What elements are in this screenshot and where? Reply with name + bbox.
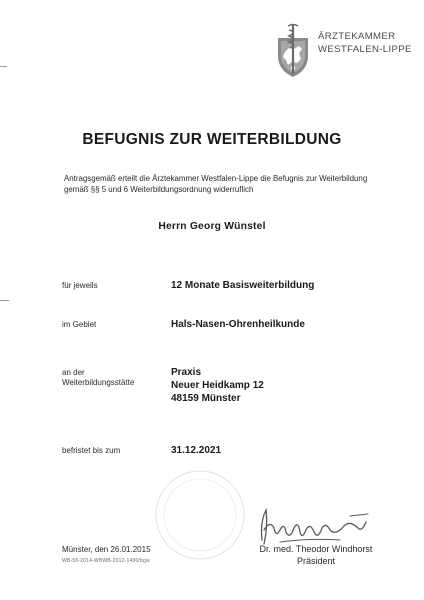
- embossed-seal: [150, 465, 250, 565]
- recipient-name: Herrn Georg Wünstel: [158, 221, 266, 232]
- place-and-date: Münster, den 26.01.2015: [62, 545, 151, 554]
- reference-code: WB-58-2014-WBWB-2012-1490/bgw: [62, 558, 150, 564]
- location-value-line3: 48159 Münster: [171, 393, 241, 404]
- signer-role: Präsident: [296, 555, 336, 566]
- location-label-line2: Weiterbildungsstätte: [62, 378, 135, 387]
- duration-label: für jeweils: [62, 281, 98, 290]
- chamber-crest-icon: [272, 22, 314, 80]
- area-label: im Gebiet: [62, 320, 97, 329]
- org-name-line2: WESTFALEN-LIPPE: [318, 43, 412, 55]
- duration-value: 12 Monate Basisweiterbildung: [171, 280, 315, 291]
- location-label-line1: an der: [62, 368, 85, 377]
- expiry-value: 31.12.2021: [171, 445, 222, 456]
- fold-mark-top: [0, 66, 7, 67]
- org-name-line1: ÄRZTEKAMMER: [318, 31, 396, 42]
- intro-text: [64, 174, 384, 195]
- signer-block: [251, 544, 381, 567]
- intro-line2: gemäß §§ 5 und 6 Weiterbildungsordnung widerruflich: [64, 184, 254, 194]
- intro-line1: Antragsgemäß erteilt die Ärztekammer Westfalen-Lippe die Befugnis zur Weiterbildung: [64, 174, 368, 183]
- signer-name: Dr. med. Theodor Windhorst: [259, 544, 373, 554]
- expiry-label: befristet bis zum: [62, 446, 121, 455]
- fold-mark-middle: [0, 300, 9, 301]
- document-title: BEFUGNIS ZUR WEITERBILDUNG: [82, 131, 342, 148]
- organization-name: [318, 31, 412, 56]
- location-value-line1: Praxis: [171, 367, 202, 378]
- location-value-line2: Neuer Heidkamp 12: [171, 380, 264, 391]
- area-value: Hals-Nasen-Ohrenheilkunde: [171, 319, 305, 330]
